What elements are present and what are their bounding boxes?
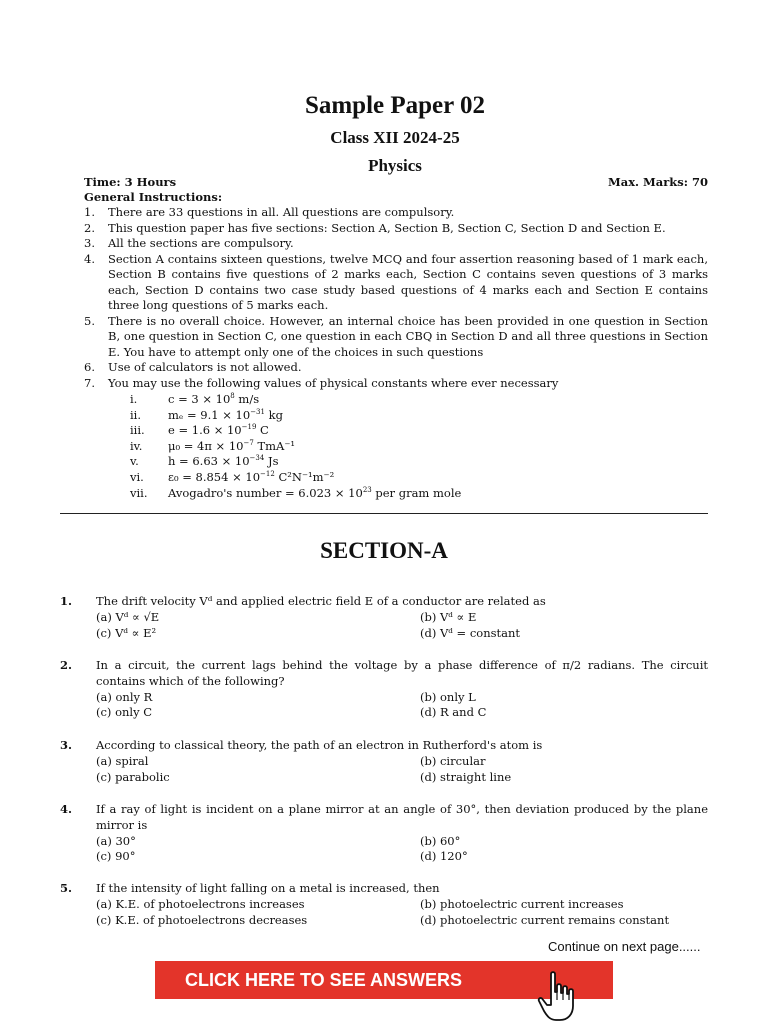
option-grid xyxy=(96,834,708,866)
instruction-item xyxy=(84,314,708,361)
constant-value: c = 3 × 10 xyxy=(168,392,231,406)
instruction-item xyxy=(84,360,708,376)
option-d: (d) straight line xyxy=(420,769,512,784)
instruction-number: 1. xyxy=(84,205,95,219)
constant-unit: kg xyxy=(264,407,283,422)
constant-exponent: 8 xyxy=(230,392,235,400)
constant-item xyxy=(130,439,461,455)
instruction-text: This question paper has five sections: Section A, Section B, Section C, Section D and Section E. xyxy=(108,220,666,235)
constant-exponent: −12 xyxy=(260,469,275,478)
constant-unit: TmA⁻¹ xyxy=(253,438,296,453)
question-5 xyxy=(60,881,708,928)
instruction-number: 6. xyxy=(84,360,95,374)
option-c: (c) Vᵈ ∝ E² xyxy=(96,625,157,640)
option-b: (b) circular xyxy=(420,753,486,768)
option-b: (b) only L xyxy=(420,689,476,704)
option-d: (d) photoelectric current remains constant xyxy=(420,912,670,927)
constant-item xyxy=(130,423,461,439)
option-b: (b) Vᵈ ∝ E xyxy=(420,609,477,624)
option-a: (a) 30° xyxy=(96,833,136,848)
option-d: (d) Vᵈ = constant xyxy=(420,625,521,640)
question-number: 4. xyxy=(60,802,73,816)
constant-numeral: vii. xyxy=(130,485,148,500)
option-a: (a) spiral xyxy=(96,753,149,768)
question-text: If the intensity of light falling on a metal is increased, then xyxy=(96,881,440,895)
question-number: 3. xyxy=(60,738,73,752)
instruction-item xyxy=(84,205,708,221)
time-label: Time: 3 Hours xyxy=(84,175,177,189)
instruction-item xyxy=(84,376,708,392)
instruction-number: 4. xyxy=(84,251,95,266)
instruction-text: Use of calculators is not allowed. xyxy=(108,360,302,374)
option-b: (b) photoelectric current increases xyxy=(420,896,624,911)
instruction-item xyxy=(84,236,708,252)
constant-item xyxy=(130,392,461,408)
question-number: 2. xyxy=(60,658,73,672)
subject-title: Physics xyxy=(368,156,422,175)
option-c: (c) parabolic xyxy=(96,769,170,784)
constant-numeral: v. xyxy=(130,454,139,469)
constants-list xyxy=(130,392,461,501)
option-d: (d) R and C xyxy=(420,705,487,720)
instruction-item xyxy=(84,221,708,237)
page-title: Sample Paper 02 xyxy=(304,92,486,119)
see-answers-button[interactable]: CLICK HERE TO SEE ANSWERS xyxy=(155,961,613,999)
pointing-hand-icon[interactable] xyxy=(536,970,580,1024)
constant-exponent: −7 xyxy=(243,438,254,447)
section-divider xyxy=(60,513,708,514)
option-a: (a) only R xyxy=(96,689,153,704)
instruction-text: There are 33 questions in all. All questions are compulsory. xyxy=(108,205,455,219)
constant-exponent: −19 xyxy=(241,423,257,432)
constant-exponent: −31 xyxy=(250,407,265,416)
option-grid xyxy=(96,754,708,786)
instruction-number: 7. xyxy=(84,375,95,390)
constant-value: e = 1.6 × 10 xyxy=(168,423,242,438)
option-c: (c) K.E. of photoelectrons decreases xyxy=(96,912,308,927)
class-line: Class XII 2024-25 xyxy=(330,128,460,147)
constant-numeral: iii. xyxy=(130,423,145,438)
question-number: 5. xyxy=(60,881,73,895)
option-d: (d) 120° xyxy=(420,849,468,864)
option-c: (c) 90° xyxy=(96,849,136,864)
question-2 xyxy=(60,658,708,721)
question-text: The drift velocity Vᵈ and applied electric field E of a conductor are related as xyxy=(96,594,546,608)
option-grid xyxy=(96,690,708,722)
question-text: According to classical theory, the path of an electron in Rutherford's atom is xyxy=(96,738,543,752)
option-b: (b) 60° xyxy=(420,833,461,848)
question-4 xyxy=(60,802,708,865)
constant-unit: C xyxy=(256,423,269,438)
question-1 xyxy=(60,594,708,641)
instruction-number: 2. xyxy=(84,220,95,235)
constant-unit: Js xyxy=(264,454,279,469)
constant-item xyxy=(130,486,461,502)
option-c: (c) only C xyxy=(96,705,153,720)
instruction-number: 3. xyxy=(84,236,95,250)
constant-numeral: vi. xyxy=(130,469,144,484)
constant-unit: m/s xyxy=(234,392,260,406)
question-3 xyxy=(60,738,708,785)
question-number: 1. xyxy=(60,594,73,608)
instruction-text: All the sections are compulsory. xyxy=(108,236,294,250)
instructions-heading: General Instructions: xyxy=(84,190,223,204)
constant-item xyxy=(130,470,461,486)
constant-numeral: iv. xyxy=(130,438,143,453)
instruction-text: There is no overall choice. However, an internal choice has been provided in one question in Section B, one question in Section C, one question in each CBQ in Section D and all three questions in Section E. You have to attempt only one of the choices in such questions xyxy=(108,313,708,359)
constant-numeral: ii. xyxy=(130,407,142,422)
constant-item xyxy=(130,454,461,470)
constant-item xyxy=(130,408,461,424)
constant-unit: per gram mole xyxy=(371,485,462,500)
instruction-number: 5. xyxy=(84,313,95,328)
constant-exponent: −34 xyxy=(249,454,265,463)
question-text: In a circuit, the current lags behind the voltage by a phase difference of π/2 radians. The circuit contains which of the following? xyxy=(96,658,708,688)
question-text: If a ray of light is incident on a plane mirror at an angle of 30°, then deviation produced by the plane mirror is xyxy=(96,802,708,832)
constant-value: mₑ = 9.1 × 10 xyxy=(168,407,251,422)
instruction-item xyxy=(84,252,708,314)
option-grid xyxy=(96,897,708,929)
section-heading: SECTION-A xyxy=(320,538,448,563)
option-a: (a) K.E. of photoelectrons increases xyxy=(96,896,305,911)
instruction-text: Section A contains sixteen questions, twelve MCQ and four assertion reasoning based of 1 mark each, Section B contains five questions of 2 marks each, Section C contains seven questions of 3 marks each, Section D contains two case study based questions of 4 marks each and Section E contains three long questions of 5 marks each. xyxy=(108,251,708,312)
constant-value: ε₀ = 8.854 × 10 xyxy=(168,469,261,484)
max-marks-label: Max. Marks: 70 xyxy=(608,175,708,189)
option-a: (a) Vᵈ ∝ √E xyxy=(96,609,160,624)
constant-value: h = 6.63 × 10 xyxy=(168,454,250,469)
constant-value: μ₀ = 4π × 10 xyxy=(168,438,244,453)
instructions-list xyxy=(84,205,708,391)
constant-numeral: i. xyxy=(130,392,138,406)
constant-value: Avogadro's number = 6.023 × 10 xyxy=(168,485,363,500)
option-grid xyxy=(96,610,708,642)
continue-note: Continue on next page...... xyxy=(548,939,701,954)
constant-exponent: 23 xyxy=(362,485,372,494)
constant-unit: C²N⁻¹m⁻² xyxy=(274,469,335,484)
instruction-text: You may use the following values of physical constants where ever necessary xyxy=(108,375,559,390)
